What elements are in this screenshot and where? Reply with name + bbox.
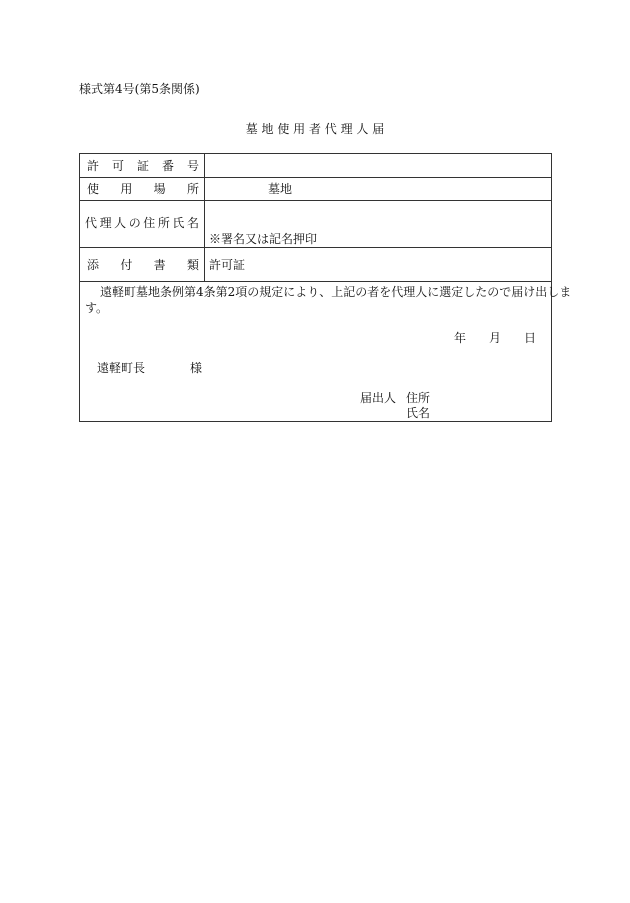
date-year: 年 [454,331,467,345]
statement-text-cont: す。 [85,301,109,315]
value-location: 墓地 [268,182,293,196]
label-permit-number: 許 可 証 番 号 [87,159,199,173]
name-label: 氏名 [406,406,431,420]
date-line [454,331,536,345]
value-signature-note: ※署名又は記名押印 [209,232,318,246]
honorific: 様 [190,361,203,375]
date-day: 日 [523,331,536,345]
row-divider [80,281,551,282]
label-attachments: 添 付 書 類 [87,258,199,272]
label-agent-address-name: 代 理 人 の 住 所 氏 名 [85,216,199,230]
value-attachments: 許可証 [209,258,246,272]
date-month: 月 [488,331,501,345]
applicant-label: 届出人 [360,391,397,405]
row-divider [80,177,551,178]
form-table [79,153,572,422]
addressee: 遠軽町長 [97,361,146,375]
row-divider [80,247,551,248]
label-location: 使 用 場 所 [87,182,199,196]
form-number: 様式第4号(第5条関係) [79,82,200,96]
statement-text: 遠軽町墓地条例第4条第2項の規定により、上記の者を代理人に選定したので届け出しま [100,285,572,299]
column-divider [204,154,205,281]
form-title: 墓 地 使 用 者 代 理 人 届 [245,122,385,136]
row-divider [80,200,551,201]
address-label: 住所 [406,391,431,405]
